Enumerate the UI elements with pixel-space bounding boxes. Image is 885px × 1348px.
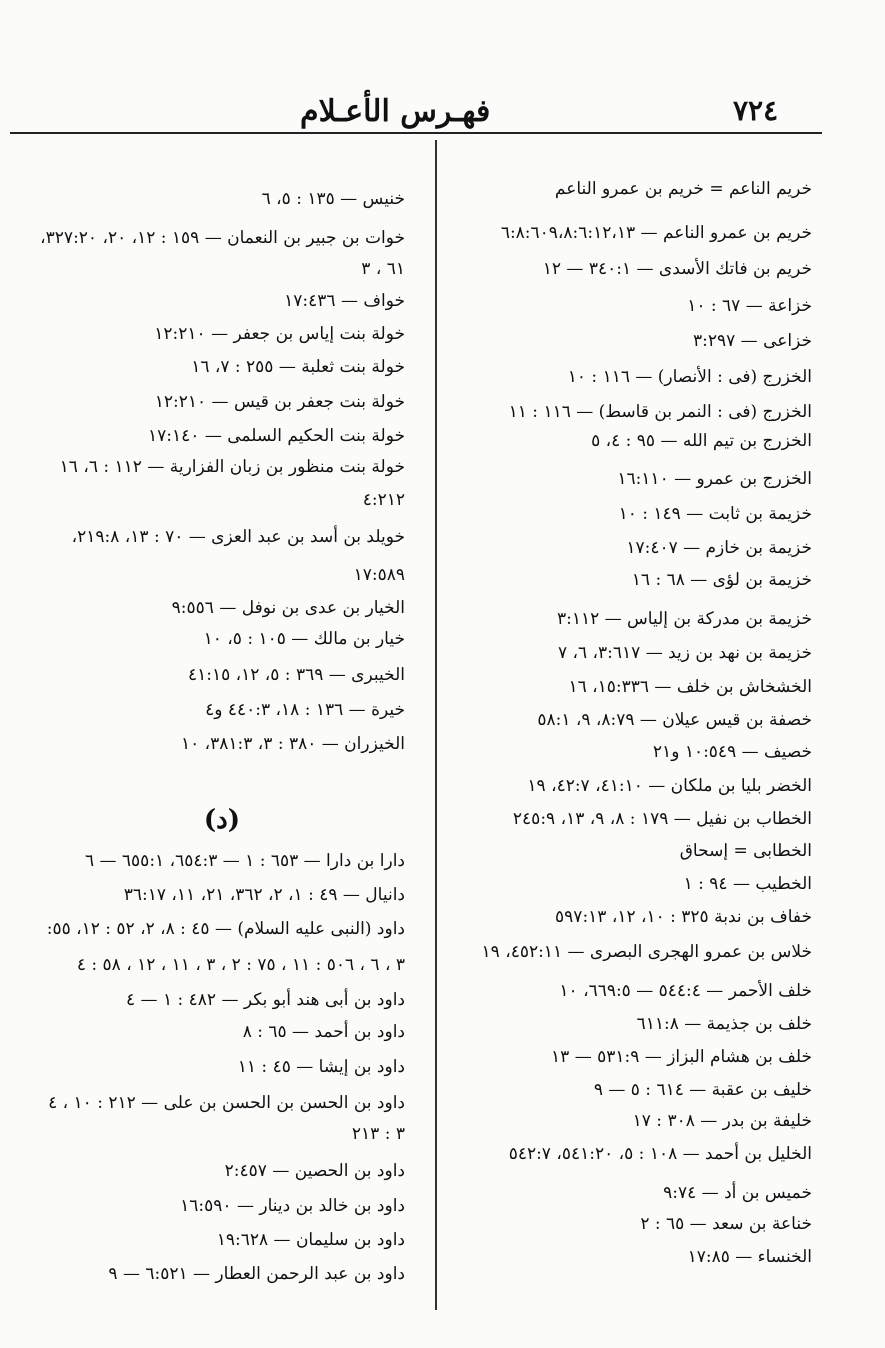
index-entry: خنيس — ١٣٥ : ٥، ٦ bbox=[261, 189, 405, 209]
index-entry: خولة بنت الحكيم السلمى — ١٧:١٤٠ bbox=[148, 426, 405, 446]
index-entry: داود بن أبى هند أبو بكر — ٤٨٢ : ١ — ٤ bbox=[126, 990, 405, 1010]
index-entry: خريم بن عمرو الناعم — ٦:٨:٦٠٩،٨:٦:١٢،١٣ bbox=[500, 223, 812, 243]
index-entry: الخزرج بن تيم الله — ٩٥ : ٤، ٥ bbox=[591, 431, 812, 451]
index-entry: خلف الأحمر — ٥٤٤:٤ — ٦٦٩:٥، ١٠ bbox=[559, 981, 812, 1001]
index-entry: ٤:٢١٢ bbox=[362, 490, 405, 510]
index-entry: ٣ : ٢١٣ bbox=[351, 1124, 405, 1144]
header-rule bbox=[10, 132, 822, 134]
index-entry: خناعة بن سعد — ٦٥ : ٢ bbox=[640, 1214, 812, 1234]
index-entry: خزيمة بن مدركة بن إلياس — ٣:١١٢ bbox=[556, 609, 812, 629]
index-entry: خيرة — ١٣٦ : ١٨، ٤٤٠:٣ و٤ bbox=[205, 700, 405, 720]
index-entry: خولة بنت منظور بن زبان الفزارية — ١١٢ : ٦، ١٦ bbox=[59, 457, 405, 477]
index-entry: خلاس بن عمرو الهجرى البصرى — ٤٥٢:١١، ١٩ bbox=[481, 942, 812, 962]
section-letter-dal: (د) bbox=[203, 805, 240, 835]
index-entry: خميس بن أد — ٩:٧٤ bbox=[663, 1183, 812, 1203]
index-entry: الخيار بن عدى بن نوفل — ٩:٥٥٦ bbox=[171, 598, 405, 618]
index-entry: داود بن أحمد — ٦٥ : ٨ bbox=[242, 1022, 405, 1042]
index-entry: الخشخاش بن خلف — ١٥:٣٣٦، ١٦ bbox=[568, 677, 812, 697]
index-entry: داود بن خالد بن دينار — ١٦:٥٩٠ bbox=[180, 1196, 405, 1216]
index-entry: الخزرج بن عمرو — ١٦:١١٠ bbox=[617, 469, 812, 489]
index-entry: ٣ ، ٦ ، ٥٠٦ : ١١ ، ٧٥ : ٢ ، ٣ ، ١١ ، ١٢ ، ٥٨ : ٤ bbox=[76, 955, 405, 975]
index-entry: الخزرج (فى : النمر بن قاسط) — ١١٦ : ١١ bbox=[508, 402, 812, 422]
index-entry: داود (النبى عليه السلام) — ٤٥ : ٨، ٢، ٥٢ : ١٢، ٥٥: bbox=[46, 919, 405, 939]
index-entry: خولة بنت ثعلبة — ٢٥٥ : ٧، ١٦ bbox=[191, 357, 405, 377]
index-entry: الخليل بن أحمد — ١٠٨ : ٥، ٥٤١:٢٠، ٥٤٢:٧ bbox=[508, 1144, 812, 1164]
index-entry: دانيال — ٤٩ : ١، ٢، ٣٦٢، ٢١، ١١، ٣٦:١٧ bbox=[123, 885, 405, 905]
index-entry: داود بن إيشا — ٤٥ : ١١ bbox=[237, 1057, 405, 1077]
index-entry: خليفة بن بدر — ٣٠٨ : ١٧ bbox=[632, 1111, 812, 1131]
index-entry: داود بن عبد الرحمن العطار — ٦:٥٢١ — ٩ bbox=[108, 1264, 405, 1284]
index-entry: خليف بن عقبة — ٦١٤ : ٥ — ٩ bbox=[593, 1080, 812, 1100]
index-entry: خزاعى — ٣:٢٩٧ bbox=[693, 331, 812, 351]
index-entry: خواف — ١٧:٤٣٦ bbox=[284, 291, 405, 311]
index-entry: ١٧:٥٨٩ bbox=[353, 565, 405, 585]
index-entry: خزاعة — ٦٧ : ١٠ bbox=[687, 296, 812, 316]
page-title: فهـرس الأعـلام bbox=[300, 94, 491, 129]
index-entry: خيار بن مالك — ١٠٥ : ٥، ١٠ bbox=[203, 629, 405, 649]
index-entry: خوات بن جبير بن النعمان — ١٥٩ : ١٢، ٢٠، ٣٢٧:٢٠، bbox=[40, 228, 405, 248]
index-entry: الخطيب — ٩٤ : ١ bbox=[683, 874, 812, 894]
index-entry: خلف بن هشام البزاز — ٥٣١:٩ — ١٣ bbox=[551, 1047, 812, 1067]
index-entry: الخيبرى — ٣٦٩ : ٥، ١٢، ٤١:١٥ bbox=[187, 665, 405, 685]
index-entry: ٦١ ، ٣ bbox=[361, 259, 405, 279]
index-entry: خلف بن جذيمة — ٦١١:٨ bbox=[636, 1014, 812, 1034]
index-entry: خصفة بن قيس عيلان — ٨:٧٩، ٩، ٥٨:١ bbox=[537, 710, 812, 730]
index-entry: خولة بنت جعفر بن قيس — ١٢:٢١٠ bbox=[154, 392, 405, 412]
column-divider bbox=[435, 140, 437, 1310]
index-entry: الخزرج (فى : الأنصار) — ١١٦ : ١٠ bbox=[567, 367, 812, 387]
index-entry: داود بن الحصين — ٢:٤٥٧ bbox=[224, 1161, 405, 1181]
index-entry: خزيمة بن لؤى — ٦٨ : ١٦ bbox=[631, 570, 812, 590]
index-entry: الخنساء — ١٧:٨٥ bbox=[687, 1247, 812, 1267]
index-entry: خصيف — ١٠:٥٤٩ و٢١ bbox=[652, 742, 812, 762]
index-entry: خويلد بن أسد بن عبد العزى — ٧٠ : ١٣، ٢١٩:٨، bbox=[71, 527, 405, 547]
index-entry: خزيمة بن نهد بن زيد — ٣:٦١٧، ٦، ٧ bbox=[557, 643, 812, 663]
index-entry: داود بن سليمان — ١٩:٦٢٨ bbox=[216, 1230, 405, 1250]
index-entry: داود بن الحسن بن الحسن بن على — ٢١٢ : ١٠ ، ٤ bbox=[48, 1093, 405, 1113]
index-entry: دارا بن دارا — ٦٥٣ : ١ — ٦٥٤:٣، ٦٥٥:١ — ٦ bbox=[84, 851, 405, 871]
index-entry: خولة بنت إياس بن جعفر — ١٢:٢١٠ bbox=[154, 324, 405, 344]
page-number: ٧٢٤ bbox=[733, 94, 779, 127]
index-entry: الخيزران — ٣٨٠ : ٣، ٣٨١:٣، ١٠ bbox=[180, 734, 405, 754]
index-entry: الخطابى = إسحاق bbox=[679, 841, 812, 861]
index-entry: خزيمة بن خازم — ١٧:٤٠٧ bbox=[626, 538, 812, 558]
index-entry: خريم الناعم = خريم بن عمرو الناعم bbox=[554, 179, 812, 199]
index-entry: خزيمة بن ثابت — ١٤٩ : ١٠ bbox=[618, 504, 812, 524]
index-entry: خفاف بن ندبة ٣٢٥ : ١٠، ١٢، ٥٩٧:١٣ bbox=[555, 907, 812, 927]
index-entry: الخطاب بن نفيل — ١٧٩ : ٨، ٩، ١٣، ٢٤٥:٩ bbox=[512, 809, 812, 829]
index-entry: الخضر بليا بن ملكان — ٤١:١٠، ٤٢:٧، ١٩ bbox=[527, 776, 812, 796]
index-entry: خريم بن فاتك الأسدى — ٣٤٠:١ — ١٢ bbox=[542, 259, 812, 279]
